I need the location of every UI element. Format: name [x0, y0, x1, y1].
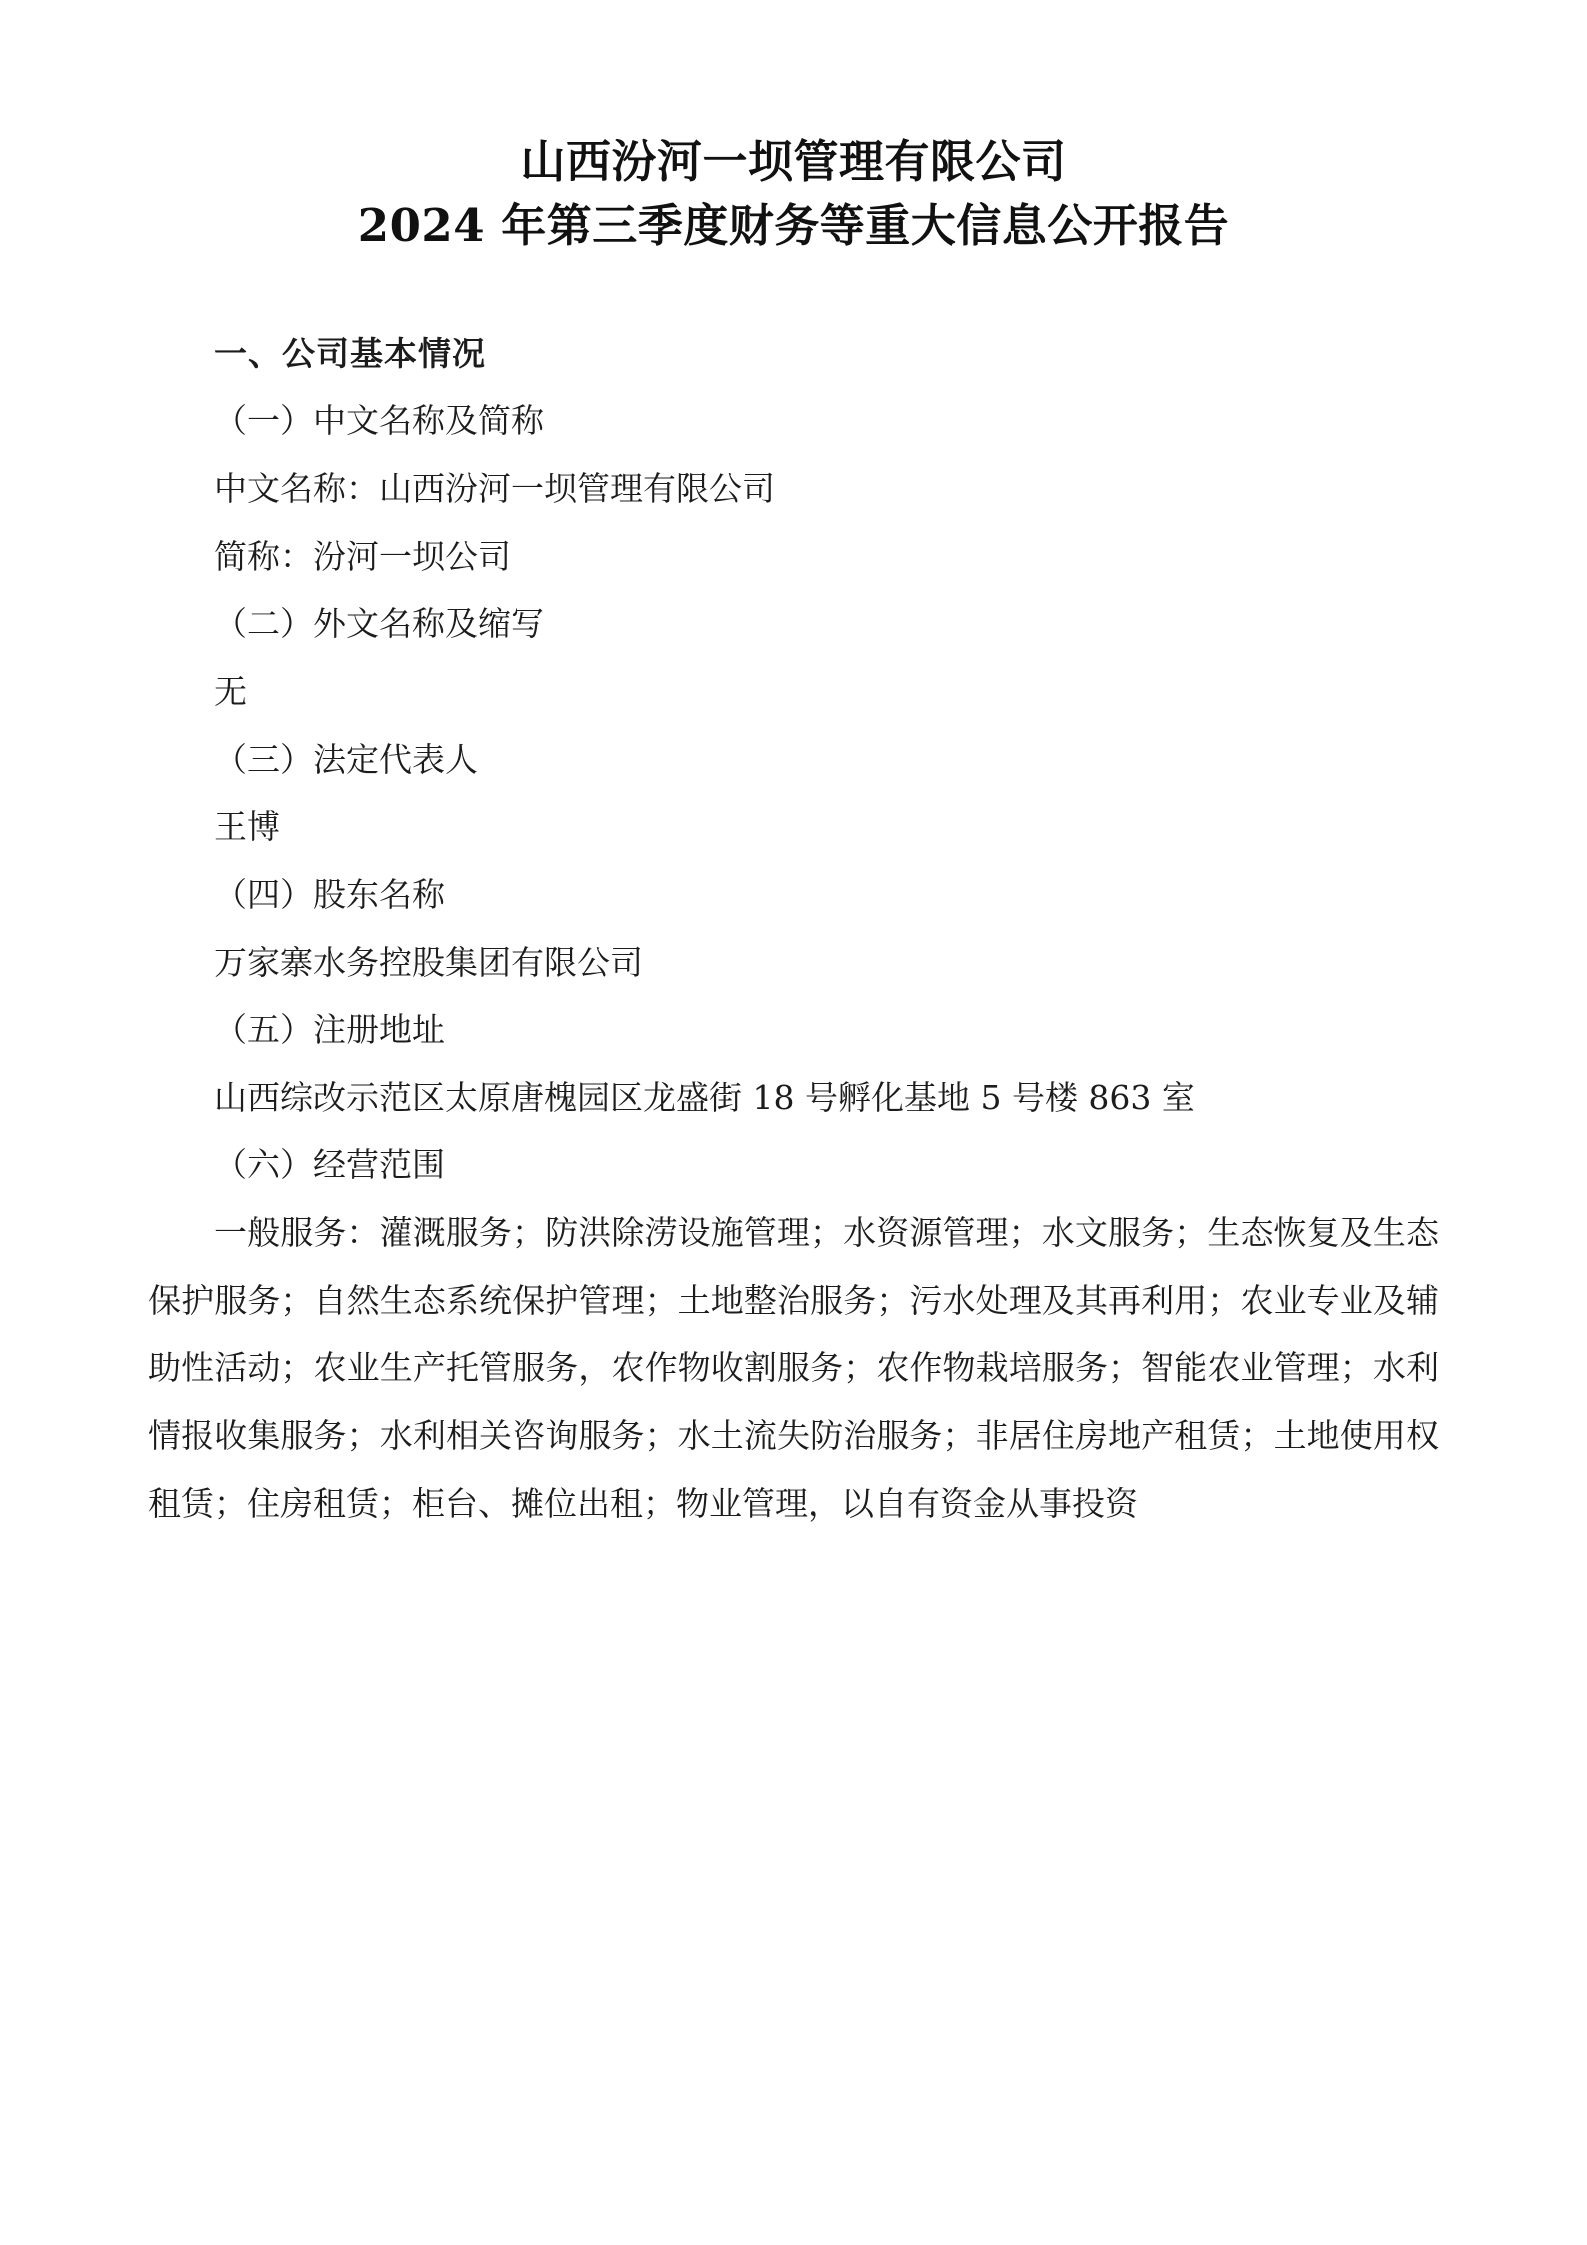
subsection-chinese-name: （一）中文名称及简称: [214, 401, 544, 441]
document-body: [148, 320, 1439, 1538]
subsection-registered-address: （五）注册地址: [214, 1010, 445, 1050]
title-line-2: 2024 年第三季度财务等重大信息公开报告: [357, 198, 1230, 252]
field-foreign-name: 无: [214, 671, 247, 711]
subsection-foreign-name: （二）外文名称及缩写: [214, 604, 544, 644]
field-legal-representative: 王博: [214, 807, 280, 847]
title-line-1: 山西汾河一坝管理有限公司: [520, 135, 1067, 188]
subsection-legal-representative: （三）法定代表人: [214, 739, 478, 779]
field-shareholder: 万家寨水务控股集团有限公司: [214, 942, 643, 982]
field-short-name: 简称：汾河一坝公司: [214, 536, 511, 576]
page-title: [148, 130, 1439, 258]
document-title-block: [148, 130, 1439, 258]
field-registered-address: 山西综改示范区太原唐槐园区龙盛街 18 号孵化基地 5 号楼 863 室: [214, 1077, 1195, 1117]
subsection-shareholder: （四）股东名称: [214, 874, 445, 914]
field-chinese-name: 中文名称：山西汾河一坝管理有限公司: [214, 469, 775, 509]
subsection-business-scope: （六）经营范围: [214, 1145, 445, 1185]
section-heading-company-basics: 一、公司基本情况: [214, 333, 486, 373]
field-business-scope: 一般服务：灌溉服务；防洪除涝设施管理；水资源管理；水文服务；生态恢复及生态保护服务；自然生态系统保护管理；土地整治服务；污水处理及其再利用；农业专业及辅助性活动；农业生产托管服务，农作物收割服务；农作物栽培服务；智能农业管理；水利情报收集服务；水利相关咨询服务；水土流失防治服务；非居住房地产租赁；土地使用权租赁；住房租赁；柜台、摊位出租；物业管理，以自有资金从事投资: [148, 1213, 1439, 1523]
